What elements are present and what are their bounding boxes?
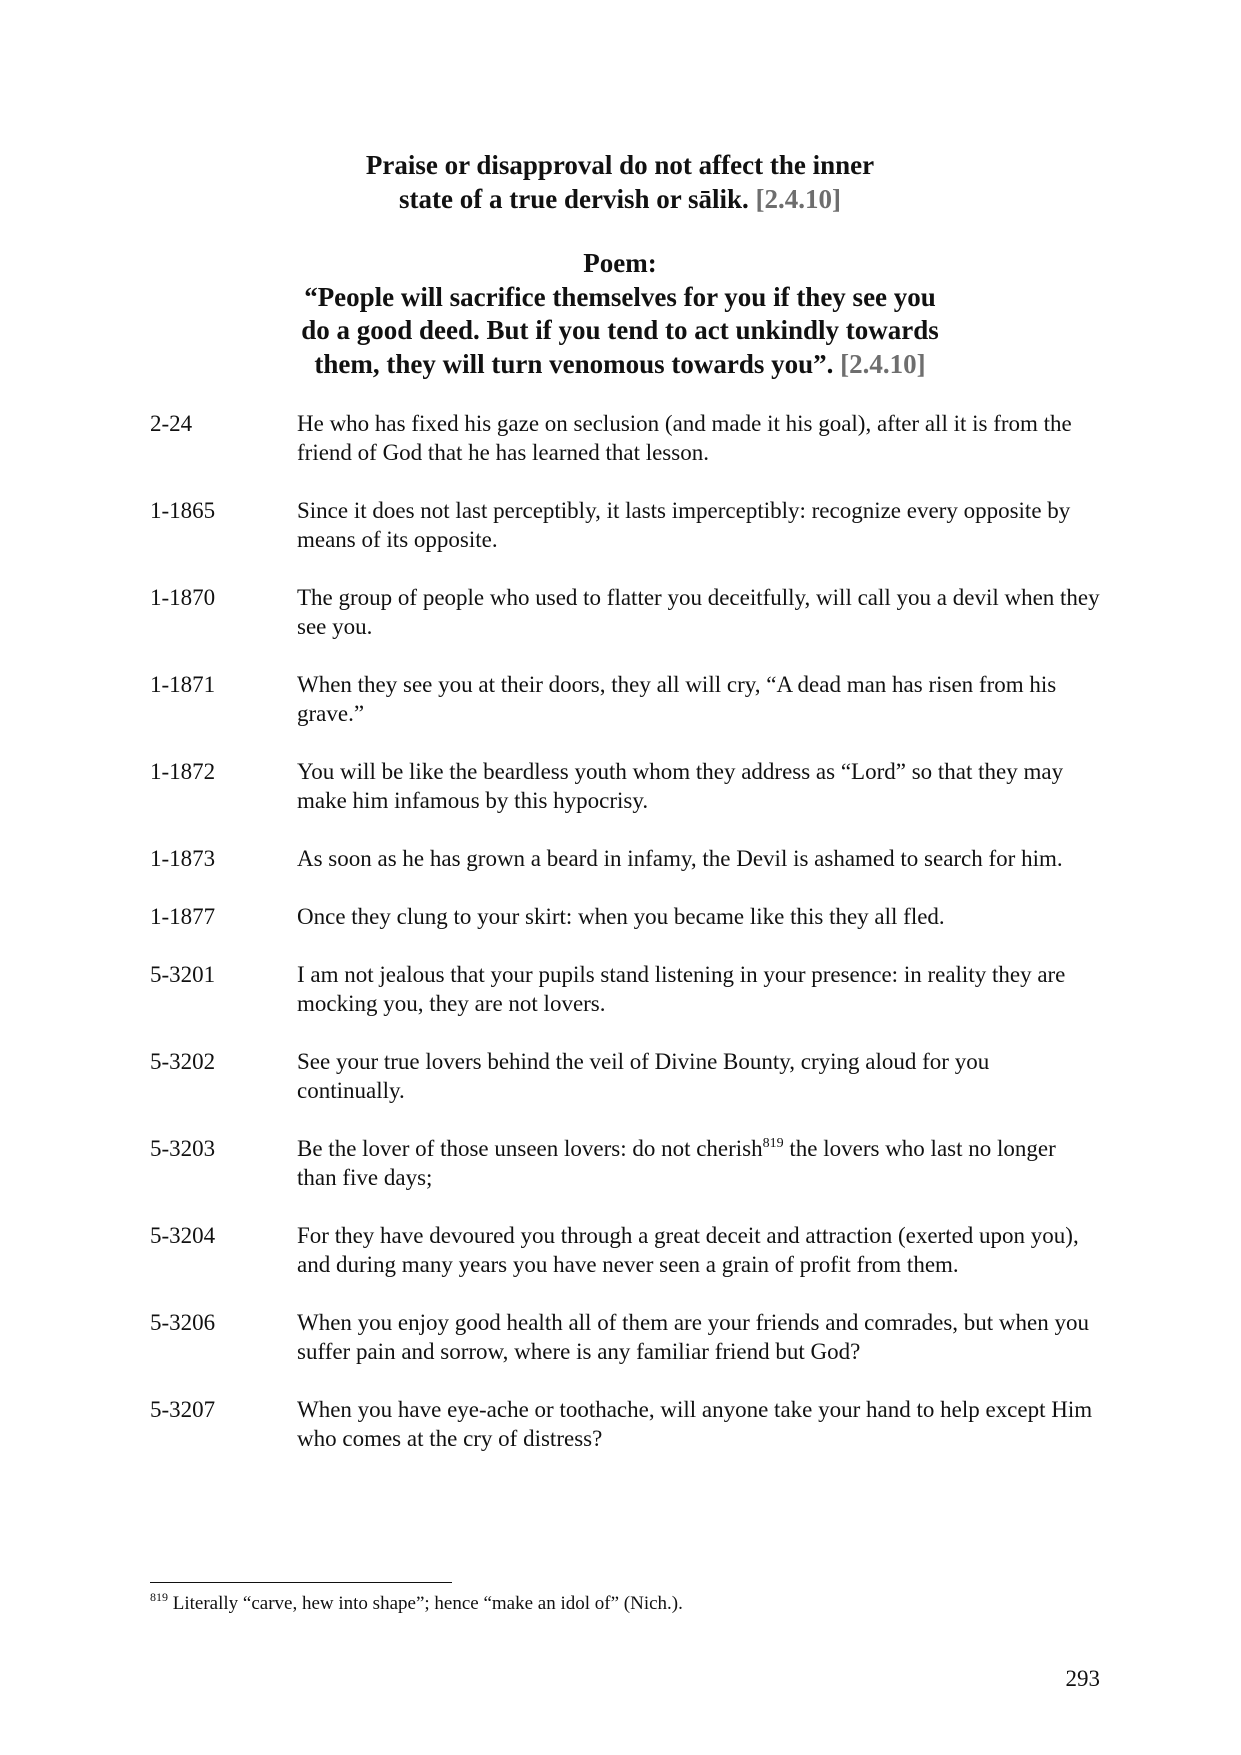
- verse-text: When they see you at their doors, they all will cry, “A dead man has risen from his grave.”: [297, 672, 1057, 726]
- verse-text: Be the lover of those unseen lovers: do not cherish$^{819}$ the lovers who last no longer than five days;: [297, 1136, 1056, 1190]
- verse-number: 5-3201: [150, 962, 216, 987]
- page-number: 293: [1065, 1666, 1100, 1691]
- verse-number: 1-1870: [150, 585, 216, 610]
- verse-number: 1-1872: [150, 759, 216, 784]
- verse-reference: [2.4.10]: [840, 348, 926, 379]
- verse-entry: [150, 496, 1100, 554]
- verse-number: 1-1865: [150, 498, 216, 523]
- verse-text: See your true lovers behind the veil of Divine Bounty, crying aloud for you continually.: [297, 1049, 990, 1103]
- verse-number: 5-3204: [150, 1223, 216, 1248]
- verse-entry: [150, 902, 1100, 931]
- verse-number: 1-1871: [150, 672, 216, 697]
- heading-line: “People will sacrifice themselves for you if they see you: [304, 281, 936, 312]
- heading-line: Praise or disapproval do not affect the inner: [365, 150, 875, 180]
- footnote: [150, 1592, 1100, 1616]
- verse-text: You will be like the beardless youth whom they address as “Lord” so that they may make him infamous by this hypocrisy.: [297, 759, 1064, 813]
- verse-entry: [150, 1134, 1100, 1192]
- verse-entry: [150, 583, 1100, 641]
- verse-text: Once they clung to your skirt: when you became like this they all fled.: [297, 904, 945, 929]
- verse-text: As soon as he has grown a beard in infamy, the Devil is ashamed to search for him.: [297, 846, 1063, 871]
- verse-list: [150, 409, 1100, 1482]
- verse-text: He who has fixed his gaze on seclusion (and made it his goal), after all it is from the friend of God that he has learned that lesson.: [297, 411, 1072, 465]
- verse-text: Since it does not last perceptibly, it lasts imperceptibly: recognize every opposite by means of its opposite.: [297, 498, 1071, 552]
- verse-entry: [150, 1395, 1100, 1453]
- verse-text: For they have devoured you through a great deceit and attraction (exerted upon you), and during many years you have never seen a grain of profit from them.: [297, 1223, 1079, 1277]
- footnote-mark: 819: [150, 1590, 168, 1604]
- verse-text: When you have eye-ache or toothache, will anyone take your hand to help except Him who comes at the cry of distress?: [297, 1397, 1093, 1451]
- verse-entry: [150, 1308, 1100, 1366]
- heading-line: them, they will turn venomous towards you”. [2.4.10]: [314, 348, 926, 379]
- verse-text: I am not jealous that your pupils stand listening in your presence: in reality they are mocking you, they are not lovers.: [297, 962, 1066, 1016]
- poem-heading: [150, 247, 1090, 381]
- verse-number: 1-1873: [150, 846, 216, 871]
- footnote-reference[interactable]: 819: [762, 1136, 784, 1151]
- verse-entry: [150, 960, 1100, 1018]
- heading-line: do a good deed. But if you tend to act unkindly towards: [301, 315, 939, 345]
- footnote-text: Literally “carve, hew into shape”; hence “make an idol of” (Nich.).: [168, 1593, 683, 1614]
- verse-number: 2-24: [150, 411, 193, 436]
- verse-number: 5-3202: [150, 1049, 216, 1074]
- verse-entry: [150, 757, 1100, 815]
- verse-text: When you enjoy good health all of them are your friends and comrades, but when you suffer pain and sorrow, where is any familiar friend but God?: [297, 1310, 1089, 1364]
- verse-number: 5-3206: [150, 1310, 216, 1335]
- heading-line: state of a true dervish or sālik. [2.4.10]: [399, 183, 841, 214]
- section-heading: [150, 149, 1090, 216]
- verse-number: 5-3207: [150, 1397, 216, 1422]
- verse-number: 1-1877: [150, 904, 216, 929]
- verse-entry: [150, 1221, 1100, 1279]
- verse-number: 5-3203: [150, 1136, 216, 1161]
- verse-reference: [2.4.10]: [755, 183, 841, 214]
- heading-line: Poem:: [583, 248, 657, 278]
- footnote-divider: [150, 1582, 452, 1583]
- verse-text: The group of people who used to flatter you deceitfully, will call you a devil when they see you.: [297, 585, 1100, 639]
- verse-entry: [150, 844, 1100, 873]
- verse-entry: [150, 670, 1100, 728]
- verse-entry: [150, 409, 1100, 467]
- verse-entry: [150, 1047, 1100, 1105]
